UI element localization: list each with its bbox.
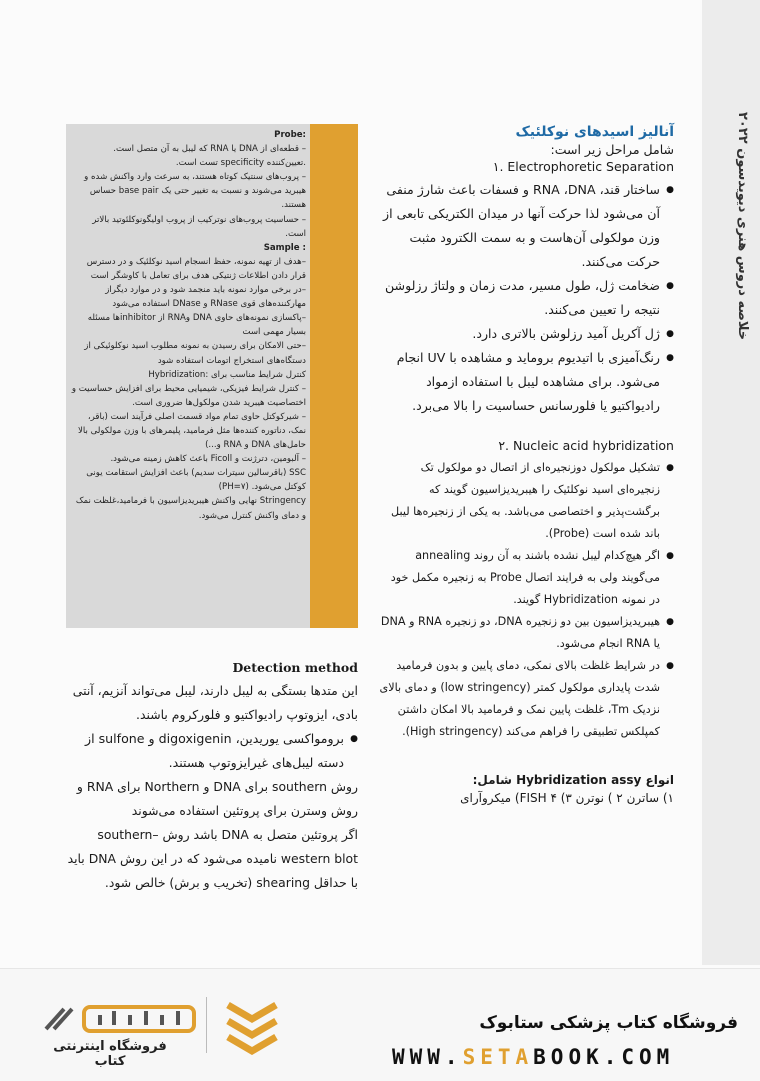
assay-types-heading: انواع Hybridization assy شامل: bbox=[472, 773, 674, 787]
box-accent-bar bbox=[310, 124, 358, 628]
detection-para: روش southern برای DNA و Northern برای RNA و روش وسترن برای پروتئین استفاده می‌شوند bbox=[76, 779, 358, 818]
sample-item: –در برخی موارد نمونه باید منجمد شود و در موارد دیگراز مهارکننده‌های قوی RNase و DNase استفاده می‌شود bbox=[105, 285, 306, 310]
info-box bbox=[66, 124, 358, 628]
probe-item: – حساسیت پروب‌های نوترکیب از پروب اولیگونوکلئوتید بالاتر است. bbox=[92, 214, 306, 239]
detection-bullet: ● برومواکسی یوریدین، digoxigenin و sulfone از دسته لیبل‌های غیرایزوتوپ هستند. bbox=[66, 727, 358, 775]
section-title: آنالیز اسیدهای نوکلئیک bbox=[515, 124, 674, 140]
logo-divider bbox=[206, 997, 207, 1053]
chevrons-icon bbox=[222, 995, 282, 1055]
sample-item: –حتی الامکان برای رسیدن به نمونه مطلوب اسید نوکلوئیکی از دستگاه‌های استخراج اتومات استفاده شود bbox=[84, 341, 306, 366]
sample-item: –هدف از تهیه نمونه، حفظ انسجام اسید نوکلئیک و در دسترس قرار دادن اطلاعات ژنتیکی هدف برای تعامل با کاوشگر است bbox=[86, 256, 306, 281]
detection-para: اگر پروتئین متصل به DNA باشد روش –southern western blot نامیده می‌شود که در این روش DNA باید با حداقل shearing (تخریب و برش) خالص شود. bbox=[67, 827, 358, 890]
step2-item: ● در شرایط غلظت بالای نمکی، دمای پایین و بدون فرمامید شدت پایداری مولکول کمتر (low stringency) و دمای بالای نزدیک Tm، غلظت پایین نمک و فرمامید بالا امکان داشتن کمپلکس تطبیقی را فراهم می‌کند (High stringency). bbox=[378, 655, 674, 743]
step1-heading: ۱. Electrophoretic Separation bbox=[492, 159, 674, 174]
footer-banner bbox=[0, 968, 760, 1081]
store-url[interactable] bbox=[392, 1045, 674, 1069]
running-header: خلاصه دروس هنری دیویدسون ۲۰۲۲ bbox=[735, 111, 750, 340]
step1-item: ● ژل آکریل آمید رزلوشن بالاتری دارد. bbox=[378, 322, 674, 346]
probe-item: .تعیین‌کننده specificity تست است. bbox=[175, 158, 306, 169]
url-prefix: WWW. bbox=[392, 1045, 463, 1069]
sample-item: کنترل شرایط مناسب برای :Hybridization bbox=[148, 369, 306, 380]
sample-item: SSC (باقرسالین سیترات سدیم) باعث افزایش استقامت یونی کوکتل می‌شود. (PH=۷) bbox=[86, 468, 306, 493]
setabook-logo-icon bbox=[40, 997, 210, 1039]
store-name: فروشگاه کتاب پزشکی ستابوک bbox=[479, 1013, 738, 1033]
probe-item: – قطعه‌ای از DNA یا RNA که لیبل به آن متصل است. bbox=[113, 144, 306, 155]
step2-heading: ۲. Nucleic acid hybridization bbox=[498, 438, 674, 453]
detection-text bbox=[66, 679, 358, 895]
side-strip bbox=[702, 0, 760, 965]
step1-item: ● ضخامت ژل، طول مسیر، مدت زمان و ولتاژ رزلوشن نتیجه را تعیین می‌کنند. bbox=[378, 274, 674, 322]
url-accent: SETA bbox=[462, 1045, 534, 1069]
step2-item: ● تشکیل مولکول دوزنجیره‌ای از اتصال دو مولکول تک زنجیره‌ای اسید نوکلئیک را هیبریدیزاسیون گویند که برگشت‌پذیر و اختصاصی می‌باشد. به یکی از زنجیره‌ها لیبل باند شده است (Probe). bbox=[378, 457, 674, 545]
sample-heading: Sample : bbox=[263, 242, 306, 253]
right-column bbox=[378, 124, 674, 805]
left-column bbox=[66, 124, 358, 895]
detection-heading: Detection method bbox=[232, 660, 358, 675]
step1-item: ● ساختار قند، RNA ،DNA و فسفات باعث شارژ منفی آن می‌شود لذا حرکت آنها در میدان الکتریکی تابعی از وزن مولکولی آن‌هاست و به سمت الکترود مثبت حرکت می‌کنند. bbox=[378, 178, 674, 274]
assay-types-list: ۱) ساترن ۲ ) نوترن ۳) FISH ۴) میکروآرای bbox=[460, 791, 674, 805]
sample-item: – کنترل شرایط فیزیکی، شیمیایی محیط برای افزایش حساسیت و اختصاصیت هیبرید شدن مولکول‌ها ضروری است. bbox=[71, 383, 306, 408]
step2-item: ● اگر هیچ‌کدام لیبل نشده باشند به آن روند annealing می‌گویند ولی به فرایند اتصال Probe به زنجیره مکمل خود در نمونه Hybridization گویند. bbox=[378, 545, 674, 611]
detection-para: این متدها بستگی به لیبل دارند، لیبل می‌تواند آنزیم، آنتی بادی، ایزوتوپ رادیواکتیو و فلورکروم باشند. bbox=[72, 683, 358, 722]
box-text bbox=[70, 128, 306, 523]
probe-item: – پروب‌های سنتیک کوتاه هستند، به سرعت وارد واکنش شده و هیبرید می‌شوند و نسبت به تغییر حتی یک base pair حساس هستند. bbox=[84, 172, 306, 211]
logo-subtitle: فروشگاه اینترنتی کتاب bbox=[53, 1039, 167, 1069]
probe-heading: Probe: bbox=[274, 130, 306, 140]
step1-item: ● رنگ‌آمیزی با اتیدیوم بروماید و مشاهده با UV انجام می‌شود. برای مشاهده لیبل با استفاده ازمواد رادیواکتیو یا فلورسانس حساسیت را بالا می‌برد. bbox=[378, 346, 674, 418]
step2-item: ● هیبریدیزاسیون بین دو زنجیره DNA، دو زنجیره RNA و DNA یا RNA انجام می‌شود. bbox=[378, 611, 674, 655]
url-suffix: BOOK.COM bbox=[533, 1045, 675, 1069]
sample-item: – شیرکوکتل حاوی تمام مواد قسمت اصلی فرآیند است (باقر، نمک، دناتوره کننده‌ها مثل فرمامید، پلیمرهای با وزن مولکولی بالا حامل‌های DNA و RNA و...) bbox=[77, 411, 306, 451]
sample-item: –پاکسازی نمونه‌های حاوی DNA وRNA از inhibitorها مسئله بسیار مهمی است bbox=[87, 313, 306, 338]
sample-item: Stringency نهایی واکنش هیبریدیزاسیون با فرمامید،غلظت نمک و دمای واکنش کنترل می‌شود. bbox=[75, 496, 306, 521]
sample-item: – آلبومین، دترژنت و Ficoll باعث کاهش زمینه می‌شود. bbox=[110, 454, 306, 465]
intro-text: شامل مراحل زیر است: bbox=[550, 142, 674, 157]
